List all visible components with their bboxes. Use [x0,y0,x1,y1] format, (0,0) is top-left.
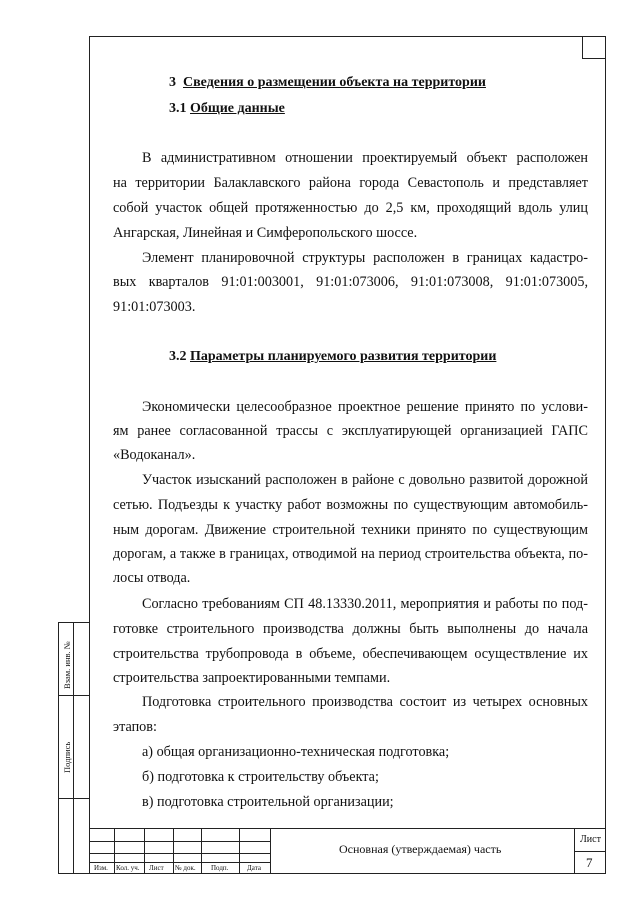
para3-line-3: «Водоканал». [113,447,196,463]
section-3-title: Сведения о размещении объекта на территории [183,75,486,90]
para3-line-1: Экономически целесообразное проектное решение принято по услови- [142,399,588,415]
stamp-sheet-label: Лист [580,834,601,845]
para4-line-3: ным дорогам. Движение строительной техники принято по существующим [113,522,588,538]
para5-line-2: готовке строительного производства должны быть выполнены до начала [113,621,588,637]
list-item-b: б) подготовка к строительству объекта; [142,769,379,785]
para4-line-5: лосы отвода. [113,570,191,586]
corner-box [582,37,605,59]
para4-line-4: дорогам, а также в границах, отводимой на период строительства объекта, по- [113,546,588,562]
para6-line-2: этапов: [113,719,157,735]
side-label-vzam: Взам. инв. № [62,641,72,689]
para2-line-2: вых кварталов 91:01:003001, 91:01:073006, 91:01:073008, 91:01:073005, [113,274,588,290]
stamp-col-list: Лист [149,864,164,872]
para5-line-3: строительства трубопровода в объеме, обеспечивающем осуществление их [113,646,588,662]
para1-line-1: В административном отношении проектируемый объект расположен [142,150,588,166]
para2-line-3: 91:01:073003. [113,299,196,315]
para5-line-4: строительства запроектированными темпами. [113,670,391,686]
section-32-heading [169,349,496,365]
stamp-col-podp: Подп. [211,864,229,872]
stamp-col-kol: Кол. уч. [116,864,140,872]
section-3-number: 3 [169,75,176,90]
para1-line-2: на территории Балаклавского района города Севастополь и представляет [113,175,588,191]
para5-line-1: Согласно требованиям СП 48.13330.2011, мероприятия и работы по под- [142,596,588,612]
stamp-sheet-number: 7 [586,855,593,870]
side-strip [58,622,90,874]
title-block [89,828,606,874]
stamp-title: Основная (утверждаемая) часть [339,842,502,856]
stamp-col-data: Дата [247,864,261,872]
section-32-title: Параметры планируемого развития территории [190,349,497,364]
para4-line-1: Участок изысканий расположен в районе с довольно развитой дорожной [142,472,588,488]
side-label-podpis: Подпись [62,741,72,773]
section-32-number: 3.2 [169,349,187,364]
section-3-heading [169,75,486,91]
list-item-c: в) подготовка строительной организации; [142,794,394,810]
para6-line-1: Подготовка строительного производства состоит из четырех основных [142,694,588,710]
stamp-col-izm: Изм. [94,864,108,872]
para4-line-2: сетью. Подъезды к участку работ возможны по существующим автомобиль- [113,497,588,513]
para2-line-1: Элемент планировочной структуры расположен в границах кадастро- [142,250,588,266]
section-31-title: Общие данные [190,101,285,116]
list-item-a: а) общая организационно-техническая подготовка; [142,744,450,760]
para1-line-4: Ангарская, Линейная и Симферопольского шоссе. [113,225,418,241]
section-31-heading [169,101,285,117]
section-31-number: 3.1 [169,101,187,116]
para3-line-2: ям ранее согласованной трассы с эксплуатирующей организацией ГАПС [113,423,588,439]
stamp-col-ndok: № док. [175,864,196,872]
para1-line-3: собой участок общей протяженностью до 2,5 км, проходящий вдоль улиц [113,200,588,216]
